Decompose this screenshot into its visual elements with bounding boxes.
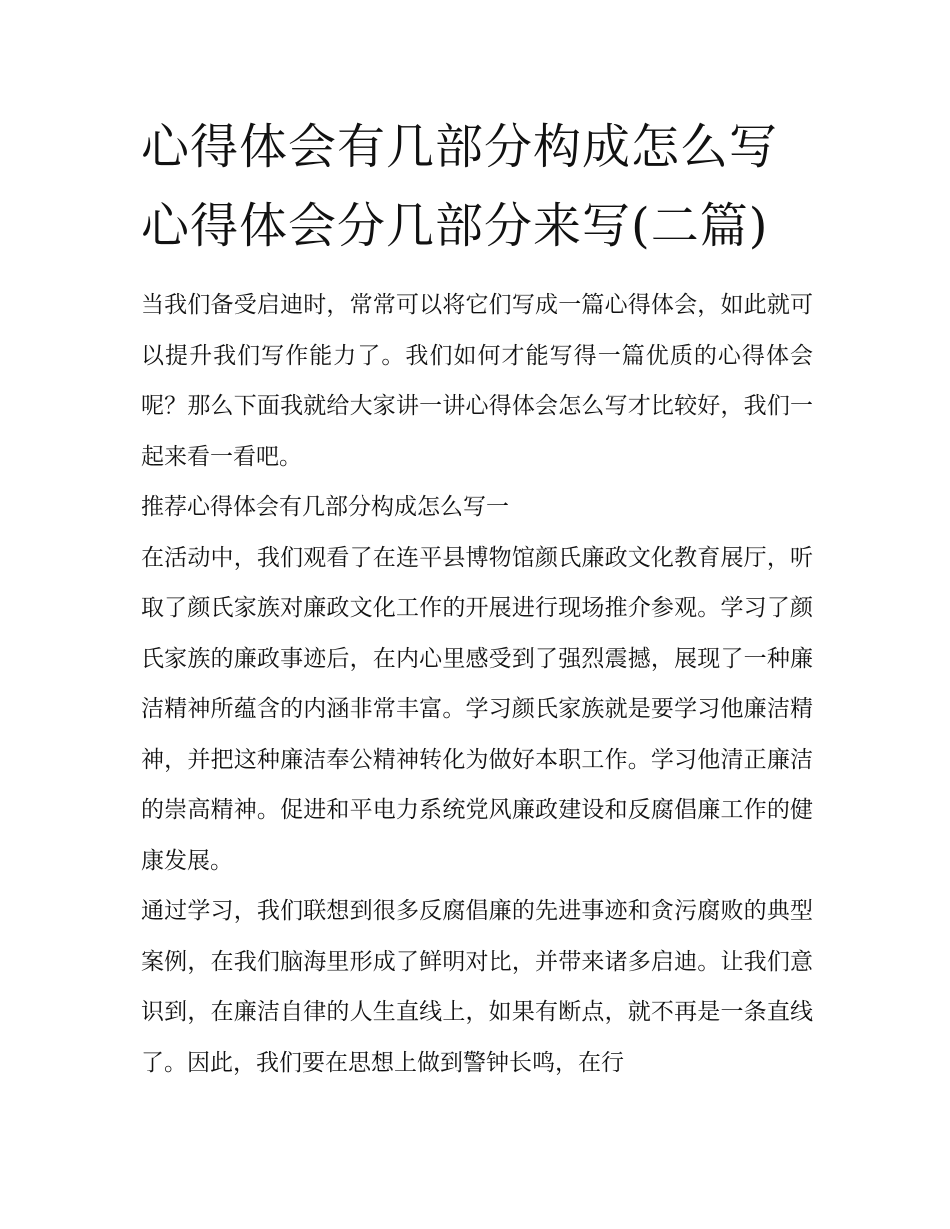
title-line-1: 心得体会有几部分构成怎么写 <box>141 119 779 175</box>
document-page <box>141 108 813 1088</box>
body-paragraph-1: 在活动中，我们观看了在连平县博物馆颜氏廉政文化教育展厅，听取了颜氏家族对廉政文化工作的开展进行现场推介参观。学习了颜氏家族的廉政事迹后，在内心里感受到了强烈震撼，展现了一种廉洁精神所蕴含的内涵非常丰富。学习颜氏家族就是要学习他廉洁精神，并把这种廉洁奉公精神转化为做好本职工作。学习他清正廉洁的崇高精神。促进和平电力系统党风廉政建设和反腐倡廉工作的健康发展。 <box>141 544 813 874</box>
document-title <box>141 108 813 266</box>
section-heading: 推荐心得体会有几部分构成怎么写一 <box>141 494 509 520</box>
body-paragraph-2: 通过学习，我们联想到很多反腐倡廉的先进事迹和贪污腐败的典型案例，在我们脑海里形成了鲜明对比，并带来诸多启迪。让我们意识到，在廉洁自律的人生直线上，如果有断点，就不再是一条直线了。因此，我们要在思想上做到警钟长鸣，在行 <box>141 898 813 1076</box>
intro-paragraph: 当我们备受启迪时，常常可以将它们写成一篇心得体会，如此就可以提升我们写作能力了。我们如何才能写得一篇优质的心得体会呢？那么下面我就给大家讲一讲心得体会怎么写才比较好，我们一起来看一看吧。 <box>141 292 813 470</box>
title-line-2: 心得体会分几部分来写(二篇) <box>141 198 769 254</box>
